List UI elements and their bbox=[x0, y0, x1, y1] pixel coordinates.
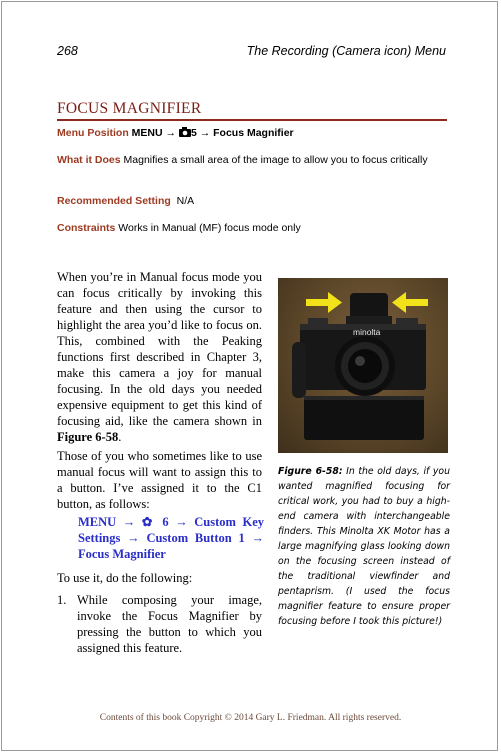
right-arrow-icon bbox=[392, 292, 428, 313]
camera-photo bbox=[278, 278, 448, 453]
right-arrow-icon: → bbox=[165, 127, 177, 139]
figure-caption bbox=[278, 464, 450, 629]
menu-position-tab: 5 bbox=[190, 127, 197, 139]
right-arrow-icon: → bbox=[122, 515, 136, 529]
recommended-setting-label: Recommended Setting bbox=[57, 195, 171, 207]
paragraph-1: When you’re in Manual focus mode you can focus critically by invoking this feature and then using the cursor to highlight the area you’d like to focus on. This, combined with the Peaking functions first described in Chapter 3, make this camera a joy for manual focusing. In the old days you needed expensive equipment to get this kind of focusing aid, like the camera shown in Figure 6-58. bbox=[57, 270, 262, 444]
menu-position-prefix: MENU bbox=[131, 127, 163, 139]
what-it-does bbox=[57, 153, 447, 168]
menu-path-step-3: Focus Magnifier bbox=[78, 547, 166, 561]
to-use-text: To use it, do the following: bbox=[57, 571, 193, 585]
right-arrow-icon: → bbox=[175, 515, 188, 529]
menu-path-step-1: Custom Key Settings bbox=[78, 515, 265, 545]
paragraph-2-text: Those of you who sometimes like to use manual focus will want to assign this to a button. I’ve assigned it to the C1 button, as follows: bbox=[57, 449, 262, 511]
figure-label: Figure 6-58: bbox=[278, 466, 343, 477]
constraints-text: Works in Manual (MF) focus mode only bbox=[118, 222, 301, 234]
what-it-does-text: Magnifies a small area of the image to allow you to focus critically bbox=[123, 154, 428, 166]
footer-copyright: Contents of this book Copyright © 2014 Gary L. Friedman. All rights reserved. bbox=[99, 713, 402, 723]
gear-icon: ✿ bbox=[141, 515, 156, 529]
right-arrow-icon: → bbox=[127, 531, 140, 545]
figure-reference: Figure 6-58 bbox=[57, 430, 119, 444]
constraints-label: Constraints bbox=[57, 222, 116, 234]
chapter-title: The Recording (Camera icon) Menu bbox=[246, 44, 446, 58]
running-header bbox=[57, 44, 446, 60]
menu-position-item: Focus Magnifier bbox=[213, 127, 294, 139]
paragraph-1-text: When you’re in Manual focus mode you can focus critically by invoking this feature and then using the cursor to highlight the area you’d like to focus on. This, combined with the Peaking functions first described in Chapter 3, make this camera a joy for manual focusing. In the old days you needed expensive equipment to get this kind of focusing aid, like the camera shown in bbox=[57, 270, 262, 428]
menu-path bbox=[78, 514, 264, 562]
recommended-setting-text: N/A bbox=[176, 195, 195, 207]
right-arrow-icon: → bbox=[251, 531, 265, 545]
constraints bbox=[57, 221, 447, 236]
left-arrow-icon bbox=[306, 292, 342, 313]
paragraph-2 bbox=[57, 448, 262, 512]
figure-caption-text: In the old days, if you wanted magnified focusing for critical work, you had to buy a high-end camera with interchangeable finders. This Minolta XK Motor has a large magnifying glass looking down on the focusing screen instead of the traditional viewfinder and pentaprism. (I used the focus magnifier feature to ensure proper focusing before I took this picture!) bbox=[278, 466, 450, 627]
camera-brand-label: minolta bbox=[353, 327, 381, 337]
to-use-line bbox=[57, 570, 262, 586]
menu-path-start: MENU bbox=[78, 515, 117, 529]
menu-position-label: Menu Position bbox=[57, 127, 129, 139]
minolta-camera-illustration bbox=[278, 278, 448, 453]
menu-position-line bbox=[57, 126, 447, 142]
right-arrow-icon: → bbox=[199, 127, 211, 139]
menu-path-tab: 6 bbox=[162, 515, 169, 529]
step-1-number: 1. bbox=[57, 593, 67, 607]
camera-icon bbox=[179, 127, 191, 142]
page-number: 268 bbox=[57, 44, 78, 58]
menu-path-step-2: Custom Button 1 bbox=[146, 531, 245, 545]
what-it-does-label: What it Does bbox=[57, 154, 121, 166]
recommended-setting bbox=[57, 194, 447, 209]
section-title: FOCUS MAGNIFIER bbox=[57, 100, 447, 121]
step-1-text: While composing your image, invoke the Focus Magnifier by pressing the button to which you assigned this feature. bbox=[77, 593, 262, 655]
